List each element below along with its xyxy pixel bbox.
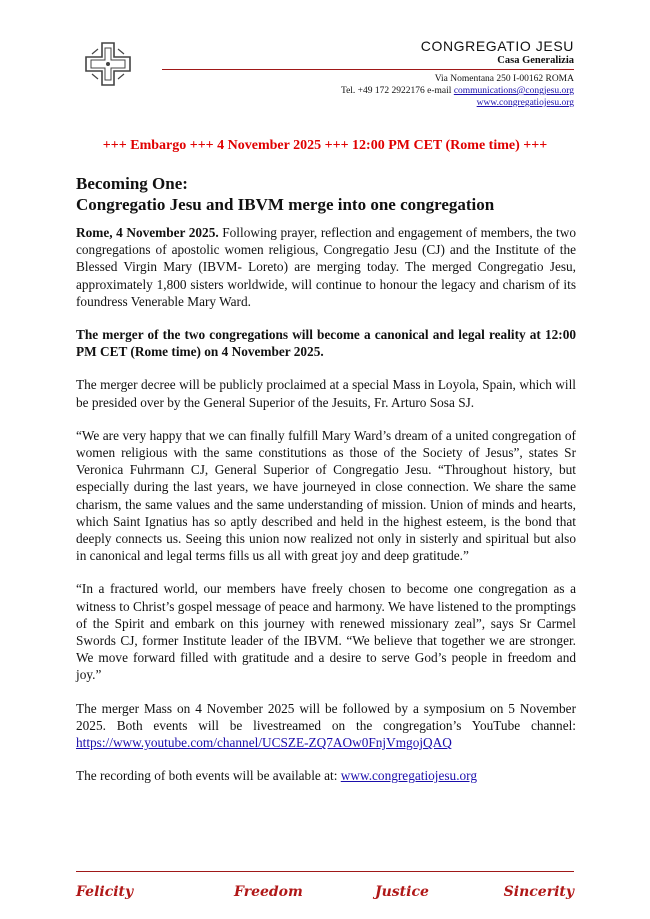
paragraph-livestream [76, 700, 576, 752]
footer-value-freedom: Freedom [234, 884, 303, 900]
intro-text: Following prayer, reflection and engagement of members, the two congregations of apostolic women religious, Congregatio Jesu (CJ) and the Institute of the Blessed Virgin Mary (IBVM- Loreto) are merging today. The merged Congregatio Jesu, approximately 1,800 sisters worldwide, will continue to honour the legacy and charism of its foundress Venerable Mary Ward. [76, 225, 576, 309]
merger-time-text: The merger of the two congregations will become a canonical and legal reality at 12:00 PM CET (Rome time) on 4 November 2025. [76, 327, 576, 360]
address: Via Nomentana 250 I-00162 ROMA [434, 74, 574, 84]
footer-value-sincerity: Sincerity [503, 884, 574, 900]
header-divider [162, 69, 574, 70]
paragraph-intro [76, 224, 576, 310]
footer-value-justice: Justice [375, 884, 429, 900]
paragraph-quote-swords: “In a fractured world, our members have freely chosen to become one congregation as a witness to Christ’s gospel message of peace and harmony. We have listened to the promptings of the Spirit and embark on this journey with renewed missionary zeal”, says Sr Carmel Swords CJ, former Institute leader of the IBVM. “We believe that together we are stronger. We move forward filled with gratitude and a desire to serve God’s people in freedom and joy.” [76, 581, 576, 683]
website-link[interactable]: www.congregatiojesu.org [476, 98, 574, 108]
org-subtitle: Casa Generalizia [497, 55, 574, 66]
paragraph-quote-fuhrmann: “We are very happy that we can finally fulfill Mary Ward’s dream of a united congregation of women religious with the same constitutions as those of the Society of Jesus”, states Sr Veronica Fuhrmann CJ, General Superior of Congregatio Jesu. “Throughout history, but especially during the last years, we have journeyed in close connection. We share the same charism, the same values and the same understanding of mission. Union of minds and hearts, which Saint Ignatius has so aptly described and held in the highest esteem, is the bond that deeply connects us. Seeing this union now realized not only in sisterly and spiritual but also in canonical and legal terms fills us all with great joy and deep gratitude.” [76, 427, 576, 564]
congregatio-jesu-cross-logo [82, 40, 134, 88]
email-link[interactable]: communications@congjesu.org [453, 86, 574, 96]
recording-link[interactable]: www.congregatiojesu.org [340, 768, 478, 784]
embargo-notice: +++ Embargo +++ 4 November 2025 +++ 12:00 PM CET (Rome time) +++ [102, 138, 548, 153]
org-name: CONGREGATIO JESU [420, 38, 574, 54]
contact-line [341, 86, 574, 96]
title-line-2: Congregatio Jesu and IBVM merge into one congregation [76, 195, 495, 214]
paragraph-decree: The merger decree will be publicly proclaimed at a special Mass in Loyola, Spain, which will be presided over by the General Superior of the Jesuits, Fr. Arturo Sosa SJ. [76, 377, 576, 410]
footer-divider [76, 871, 574, 872]
paragraph-recording [76, 767, 576, 784]
press-release-title [76, 173, 576, 215]
press-release-body [76, 224, 576, 800]
youtube-link[interactable]: https://www.youtube.com/channel/UCSZE-ZQ7AOw0FnjVmgojQAQ [76, 735, 452, 751]
phone-text: Tel. +49 172 2922176 e-mail [340, 86, 454, 96]
footer-value-felicity: Felicity [76, 884, 134, 900]
title-line-1: Becoming One: [76, 174, 188, 193]
recording-text: The recording of both events will be available at: [76, 768, 341, 784]
dateline: Rome, 4 November 2025. [76, 225, 219, 240]
website-line [477, 98, 574, 108]
livestream-text: The merger Mass on 4 November 2025 will be followed by a symposium on 5 November 2025. Both events will be livestreamed on the congregation’s YouTube channel: [76, 700, 576, 733]
paragraph-merger-time [76, 326, 576, 360]
